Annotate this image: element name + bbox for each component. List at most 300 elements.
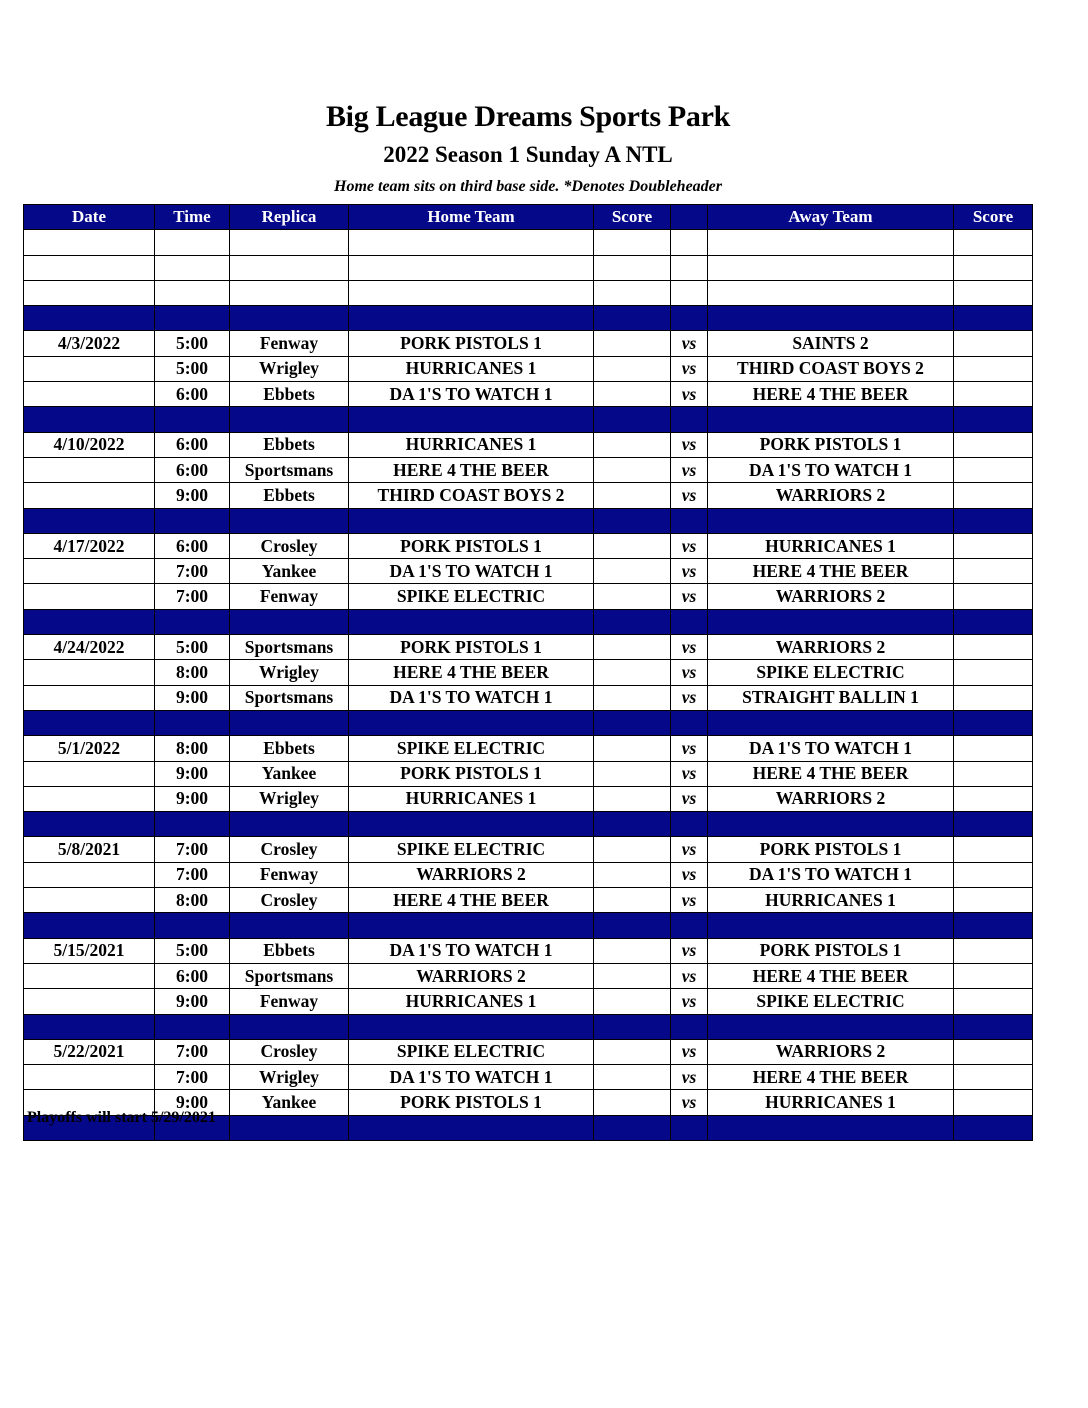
date-cell: [24, 559, 155, 584]
date-cell: [24, 1065, 155, 1090]
header-row: [24, 205, 1033, 230]
table-cell: [24, 1014, 155, 1039]
home-score-cell: [594, 457, 671, 482]
away-team-cell: DA 1'S TO WATCH 1: [708, 736, 954, 761]
schedule-table: [23, 204, 1033, 1141]
away-team-cell: SPIKE ELECTRIC: [708, 989, 954, 1014]
vs-cell: vs: [671, 356, 708, 381]
away-score-cell: [954, 559, 1033, 584]
home-score-cell: [594, 660, 671, 685]
time-cell: 6:00: [155, 457, 230, 482]
table-cell: [671, 306, 708, 331]
replica-cell: Crosley: [230, 888, 349, 913]
separator-row: [24, 609, 1033, 634]
date-cell: [24, 862, 155, 887]
table-cell: [230, 1115, 349, 1140]
table-cell: [155, 230, 230, 255]
replica-cell: Ebbets: [230, 938, 349, 963]
table-cell: [671, 1115, 708, 1140]
table-cell: [708, 710, 954, 735]
replica-cell: Crosley: [230, 533, 349, 558]
table-row: [24, 837, 1033, 862]
vs-cell: vs: [671, 1065, 708, 1090]
table-cell: [349, 1014, 594, 1039]
table-cell: [708, 407, 954, 432]
away-score-cell: [954, 382, 1033, 407]
home-score-cell: [594, 685, 671, 710]
home-team-cell: HURRICANES 1: [349, 989, 594, 1014]
table-cell: [671, 609, 708, 634]
table-row: [24, 989, 1033, 1014]
time-cell: 9:00: [155, 1090, 230, 1115]
away-team-cell: STRAIGHT BALLIN 1: [708, 685, 954, 710]
table-cell: [594, 609, 671, 634]
table-cell: [155, 710, 230, 735]
home-team-cell: PORK PISTOLS 1: [349, 761, 594, 786]
table-cell: [349, 280, 594, 305]
table-row: [24, 635, 1033, 660]
replica-cell: Crosley: [230, 837, 349, 862]
table-cell: [155, 407, 230, 432]
away-team-cell: THIRD COAST BOYS 2: [708, 356, 954, 381]
away-score-cell: [954, 862, 1033, 887]
away-score-cell: [954, 837, 1033, 862]
away-team-cell: WARRIORS 2: [708, 584, 954, 609]
away-score-cell: [954, 483, 1033, 508]
away-team-cell: WARRIORS 2: [708, 635, 954, 660]
table-cell: [594, 508, 671, 533]
table-cell: [671, 913, 708, 938]
blank-row: [24, 230, 1033, 255]
col-header-time: Time: [155, 205, 230, 230]
separator-row: [24, 913, 1033, 938]
date-cell: 5/15/2021: [24, 938, 155, 963]
away-team-cell: HERE 4 THE BEER: [708, 963, 954, 988]
table-cell: [954, 508, 1033, 533]
vs-cell: vs: [671, 888, 708, 913]
table-cell: [24, 710, 155, 735]
table-cell: [24, 609, 155, 634]
away-score-cell: [954, 736, 1033, 761]
home-team-cell: WARRIORS 2: [349, 862, 594, 887]
replica-cell: Ebbets: [230, 382, 349, 407]
away-score-cell: [954, 1090, 1033, 1115]
vs-cell: vs: [671, 584, 708, 609]
time-cell: 5:00: [155, 331, 230, 356]
date-cell: 4/10/2022: [24, 432, 155, 457]
away-team-cell: HERE 4 THE BEER: [708, 761, 954, 786]
vs-cell: vs: [671, 457, 708, 482]
table-cell: [24, 280, 155, 305]
vs-cell: vs: [671, 786, 708, 811]
vs-cell: vs: [671, 989, 708, 1014]
date-cell: 5/22/2021: [24, 1039, 155, 1064]
schedule-body: [24, 230, 1033, 1141]
away-score-cell: [954, 685, 1033, 710]
home-team-cell: HURRICANES 1: [349, 432, 594, 457]
away-team-cell: DA 1'S TO WATCH 1: [708, 457, 954, 482]
table-cell: [594, 255, 671, 280]
replica-cell: Ebbets: [230, 483, 349, 508]
table-row: [24, 888, 1033, 913]
table-row: [24, 356, 1033, 381]
away-score-cell: [954, 457, 1033, 482]
away-team-cell: PORK PISTOLS 1: [708, 837, 954, 862]
away-team-cell: HERE 4 THE BEER: [708, 559, 954, 584]
replica-cell: Yankee: [230, 761, 349, 786]
away-team-cell: HERE 4 THE BEER: [708, 382, 954, 407]
time-cell: 7:00: [155, 559, 230, 584]
away-score-cell: [954, 635, 1033, 660]
away-score-cell: [954, 660, 1033, 685]
away-team-cell: PORK PISTOLS 1: [708, 432, 954, 457]
time-cell: 7:00: [155, 584, 230, 609]
time-cell: 5:00: [155, 356, 230, 381]
table-cell: [349, 710, 594, 735]
table-cell: [349, 1115, 594, 1140]
time-cell: 7:00: [155, 862, 230, 887]
time-cell: 9:00: [155, 483, 230, 508]
away-team-cell: PORK PISTOLS 1: [708, 938, 954, 963]
away-team-cell: HERE 4 THE BEER: [708, 1065, 954, 1090]
away-score-cell: [954, 786, 1033, 811]
replica-cell: Wrigley: [230, 356, 349, 381]
replica-cell: Sportsmans: [230, 457, 349, 482]
replica-cell: Ebbets: [230, 736, 349, 761]
home-score-cell: [594, 888, 671, 913]
home-team-note: Home team sits on third base side. *Denotes Doubleheader: [334, 178, 722, 195]
vs-cell: vs: [671, 432, 708, 457]
time-cell: 8:00: [155, 736, 230, 761]
home-team-cell: PORK PISTOLS 1: [349, 1090, 594, 1115]
date-cell: 5/1/2022: [24, 736, 155, 761]
table-cell: [24, 230, 155, 255]
table-cell: [349, 306, 594, 331]
time-cell: 6:00: [155, 963, 230, 988]
col-header-home-team: Home Team: [349, 205, 594, 230]
replica-cell: Sportsmans: [230, 685, 349, 710]
away-score-cell: [954, 963, 1033, 988]
table-cell: [24, 913, 155, 938]
replica-cell: Ebbets: [230, 432, 349, 457]
time-cell: 8:00: [155, 888, 230, 913]
table-cell: [594, 1115, 671, 1140]
table-cell: [349, 609, 594, 634]
table-row: [24, 382, 1033, 407]
table-row: [24, 963, 1033, 988]
vs-cell: vs: [671, 685, 708, 710]
table-cell: [671, 407, 708, 432]
home-team-cell: SPIKE ELECTRIC: [349, 837, 594, 862]
home-team-cell: HERE 4 THE BEER: [349, 888, 594, 913]
table-cell: [954, 1115, 1033, 1140]
vs-cell: vs: [671, 761, 708, 786]
home-score-cell: [594, 559, 671, 584]
replica-cell: Wrigley: [230, 660, 349, 685]
separator-row: [24, 812, 1033, 837]
table-cell: [708, 280, 954, 305]
separator-row: [24, 508, 1033, 533]
home-team-cell: HURRICANES 1: [349, 786, 594, 811]
table-cell: [708, 609, 954, 634]
home-score-cell: [594, 584, 671, 609]
table-row: [24, 559, 1033, 584]
table-cell: [708, 812, 954, 837]
table-cell: [954, 710, 1033, 735]
date-cell: [24, 989, 155, 1014]
vs-cell: vs: [671, 533, 708, 558]
table-cell: [954, 913, 1033, 938]
table-cell: [594, 913, 671, 938]
home-score-cell: [594, 837, 671, 862]
table-cell: [230, 609, 349, 634]
table-row: [24, 736, 1033, 761]
time-cell: 9:00: [155, 761, 230, 786]
table-cell: [708, 1115, 954, 1140]
table-cell: [155, 1014, 230, 1039]
table-cell: [594, 230, 671, 255]
replica-cell: Fenway: [230, 989, 349, 1014]
away-team-cell: HURRICANES 1: [708, 533, 954, 558]
page-subtitle: 2022 Season 1 Sunday A NTL: [383, 142, 673, 167]
table-cell: [230, 508, 349, 533]
replica-cell: Crosley: [230, 1039, 349, 1064]
table-row: [24, 1065, 1033, 1090]
date-cell: [24, 356, 155, 381]
home-score-cell: [594, 1039, 671, 1064]
table-cell: [349, 812, 594, 837]
table-cell: [671, 1014, 708, 1039]
home-team-cell: DA 1'S TO WATCH 1: [349, 1065, 594, 1090]
away-score-cell: [954, 761, 1033, 786]
table-cell: [954, 255, 1033, 280]
table-cell: [155, 306, 230, 331]
vs-cell: vs: [671, 1090, 708, 1115]
away-team-cell: SAINTS 2: [708, 331, 954, 356]
date-cell: [24, 457, 155, 482]
time-cell: 8:00: [155, 660, 230, 685]
date-cell: [24, 685, 155, 710]
table-cell: [349, 255, 594, 280]
home-score-cell: [594, 989, 671, 1014]
table-cell: [708, 913, 954, 938]
away-score-cell: [954, 533, 1033, 558]
time-cell: 7:00: [155, 1065, 230, 1090]
date-cell: 4/3/2022: [24, 331, 155, 356]
table-cell: [671, 710, 708, 735]
date-cell: 5/8/2021: [24, 837, 155, 862]
home-score-cell: [594, 786, 671, 811]
table-cell: [708, 255, 954, 280]
vs-cell: vs: [671, 736, 708, 761]
time-cell: 5:00: [155, 635, 230, 660]
home-score-cell: [594, 761, 671, 786]
away-team-cell: WARRIORS 2: [708, 786, 954, 811]
table-cell: [954, 812, 1033, 837]
separator-row: [24, 1014, 1033, 1039]
table-cell: [671, 812, 708, 837]
table-cell: [954, 306, 1033, 331]
table-cell: [155, 280, 230, 305]
home-team-cell: DA 1'S TO WATCH 1: [349, 938, 594, 963]
away-team-cell: WARRIORS 2: [708, 483, 954, 508]
table-cell: [155, 913, 230, 938]
away-score-cell: [954, 584, 1033, 609]
table-cell: [594, 812, 671, 837]
col-header-replica: Replica: [230, 205, 349, 230]
away-score-cell: [954, 432, 1033, 457]
replica-cell: Fenway: [230, 862, 349, 887]
home-score-cell: [594, 635, 671, 660]
table-cell: [24, 407, 155, 432]
time-cell: 6:00: [155, 533, 230, 558]
table-cell: [155, 255, 230, 280]
vs-cell: vs: [671, 1039, 708, 1064]
time-cell: 6:00: [155, 382, 230, 407]
table-row: [24, 483, 1033, 508]
home-score-cell: [594, 1065, 671, 1090]
table-row: [24, 938, 1033, 963]
home-team-cell: HERE 4 THE BEER: [349, 660, 594, 685]
home-team-cell: SPIKE ELECTRIC: [349, 736, 594, 761]
date-cell: [24, 888, 155, 913]
table-cell: [954, 280, 1033, 305]
table-cell: [349, 230, 594, 255]
vs-cell: vs: [671, 837, 708, 862]
table-row: [24, 1039, 1033, 1064]
table-cell: [230, 230, 349, 255]
time-cell: 7:00: [155, 1039, 230, 1064]
col-header-away-score: Score: [954, 205, 1033, 230]
home-team-cell: PORK PISTOLS 1: [349, 533, 594, 558]
vs-cell: vs: [671, 483, 708, 508]
home-team-cell: DA 1'S TO WATCH 1: [349, 382, 594, 407]
table-cell: [230, 306, 349, 331]
table-cell: [230, 280, 349, 305]
home-score-cell: [594, 736, 671, 761]
col-header-away-team: Away Team: [708, 205, 954, 230]
away-score-cell: [954, 989, 1033, 1014]
date-cell: [24, 584, 155, 609]
table-cell: [24, 255, 155, 280]
date-cell: 4/24/2022: [24, 635, 155, 660]
table-row: [24, 584, 1033, 609]
table-cell: [349, 913, 594, 938]
separator-row: [24, 407, 1033, 432]
vs-cell: vs: [671, 862, 708, 887]
home-score-cell: [594, 483, 671, 508]
table-cell: [954, 609, 1033, 634]
table-cell: [155, 609, 230, 634]
away-team-cell: SPIKE ELECTRIC: [708, 660, 954, 685]
blank-row: [24, 280, 1033, 305]
replica-cell: Sportsmans: [230, 963, 349, 988]
table-cell: [594, 1014, 671, 1039]
away-team-cell: WARRIORS 2: [708, 1039, 954, 1064]
table-cell: [954, 407, 1033, 432]
home-team-cell: THIRD COAST BOYS 2: [349, 483, 594, 508]
away-team-cell: HURRICANES 1: [708, 1090, 954, 1115]
table-row: [24, 331, 1033, 356]
table-cell: [594, 407, 671, 432]
home-score-cell: [594, 432, 671, 457]
home-score-cell: [594, 963, 671, 988]
separator-row: [24, 306, 1033, 331]
table-row: [24, 457, 1033, 482]
table-cell: [671, 255, 708, 280]
table-cell: [230, 407, 349, 432]
replica-cell: Wrigley: [230, 786, 349, 811]
col-header-date: Date: [24, 205, 155, 230]
vs-cell: vs: [671, 938, 708, 963]
away-score-cell: [954, 1065, 1033, 1090]
replica-cell: Yankee: [230, 559, 349, 584]
replica-cell: Fenway: [230, 331, 349, 356]
table-cell: [708, 306, 954, 331]
playoffs-note: Playoffs will start 5/29/2021: [27, 1109, 216, 1126]
table-cell: [671, 230, 708, 255]
home-team-cell: WARRIORS 2: [349, 963, 594, 988]
separator-row: [24, 710, 1033, 735]
vs-cell: vs: [671, 660, 708, 685]
home-score-cell: [594, 382, 671, 407]
table-cell: [708, 230, 954, 255]
table-cell: [230, 913, 349, 938]
date-cell: [24, 660, 155, 685]
table-cell: [230, 1014, 349, 1039]
date-cell: [24, 786, 155, 811]
table-cell: [954, 230, 1033, 255]
away-score-cell: [954, 888, 1033, 913]
home-score-cell: [594, 938, 671, 963]
date-cell: [24, 382, 155, 407]
home-team-cell: DA 1'S TO WATCH 1: [349, 685, 594, 710]
date-cell: 4/17/2022: [24, 533, 155, 558]
replica-cell: Sportsmans: [230, 635, 349, 660]
table-row: [24, 862, 1033, 887]
table-cell: [954, 1014, 1033, 1039]
away-score-cell: [954, 938, 1033, 963]
home-team-cell: SPIKE ELECTRIC: [349, 1039, 594, 1064]
home-score-cell: [594, 862, 671, 887]
table-cell: [24, 812, 155, 837]
home-score-cell: [594, 1090, 671, 1115]
blank-row: [24, 255, 1033, 280]
col-header-vs: [671, 205, 708, 230]
home-team-cell: PORK PISTOLS 1: [349, 331, 594, 356]
vs-cell: vs: [671, 331, 708, 356]
col-header-home-score: Score: [594, 205, 671, 230]
away-score-cell: [954, 356, 1033, 381]
time-cell: 7:00: [155, 837, 230, 862]
table-cell: [155, 812, 230, 837]
table-cell: [594, 710, 671, 735]
table-row: [24, 786, 1033, 811]
home-team-cell: HURRICANES 1: [349, 356, 594, 381]
table-cell: [594, 280, 671, 305]
vs-cell: vs: [671, 635, 708, 660]
home-team-cell: HERE 4 THE BEER: [349, 457, 594, 482]
away-score-cell: [954, 1039, 1033, 1064]
replica-cell: Yankee: [230, 1090, 349, 1115]
home-score-cell: [594, 331, 671, 356]
time-cell: 9:00: [155, 989, 230, 1014]
table-row: [24, 685, 1033, 710]
time-cell: 9:00: [155, 685, 230, 710]
home-score-cell: [594, 356, 671, 381]
page-title: Big League Dreams Sports Park: [325, 100, 731, 133]
away-team-cell: DA 1'S TO WATCH 1: [708, 862, 954, 887]
